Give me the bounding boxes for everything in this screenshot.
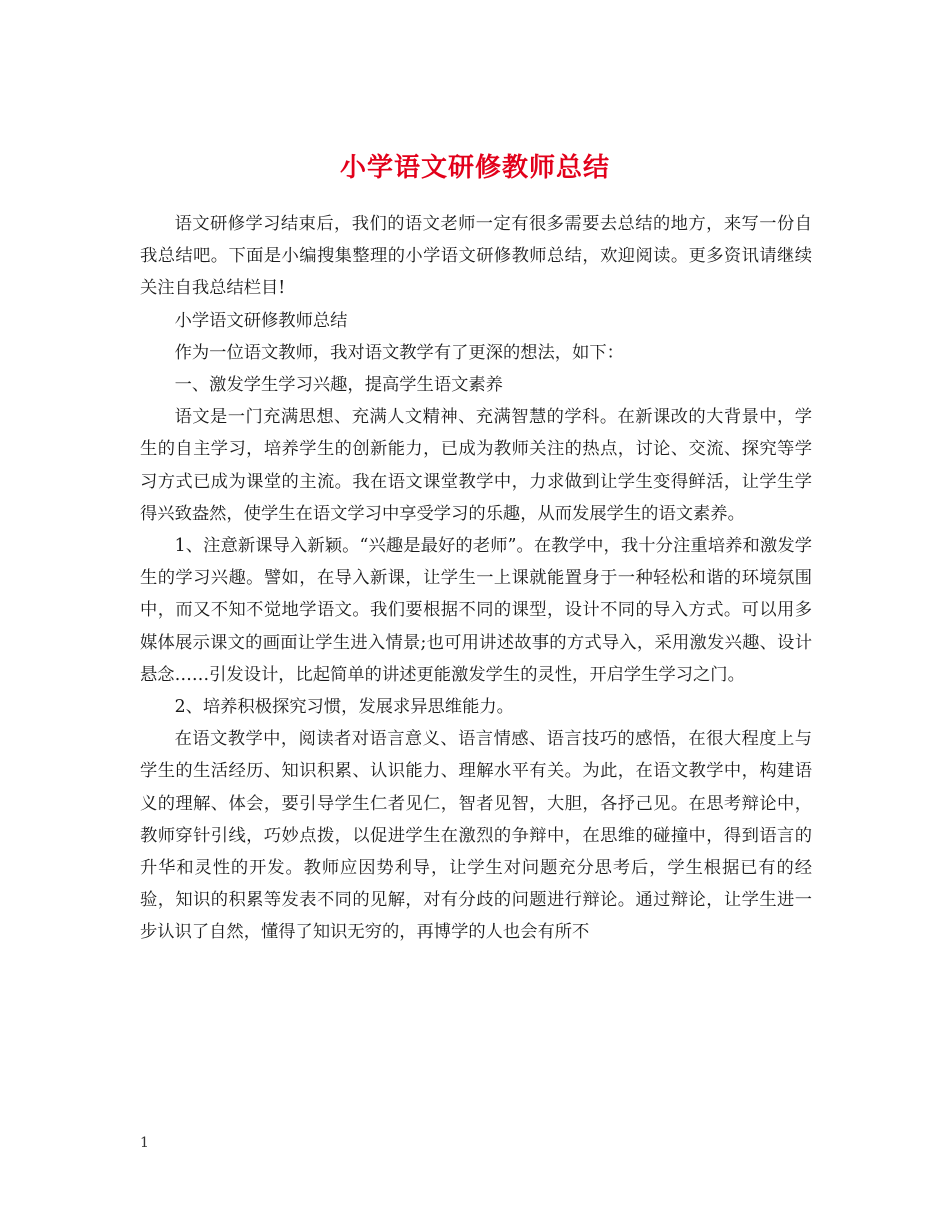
page-number: 1 bbox=[140, 1135, 149, 1151]
paragraph-section-1: 语文是一门充满思想、充满人文精神、充满智慧的学科。在新课改的大背景中，学生的自主学习，培养学生的创新能力，已成为教师关注的热点，讨论、交流、探究等学习方式已成为课堂的主流。我在语文课堂教学中，力求做到让学生变得鲜活，让学生学得兴致盎然，使学生在语文学习中享受学习的乐趣，从而发展学生的语文素养。 bbox=[140, 407, 812, 524]
paragraph-intro: 语文研修学习结束后，我们的语文老师一定有很多需要去总结的地方，来写一份自我总结吧。下面是小编搜集整理的小学语文研修教师总结，欢迎阅读。更多资讯请继续关注自我总结栏目! bbox=[140, 214, 812, 299]
paragraph-lead: 作为一位语文教师，我对语文教学有了更深的想法，如下： bbox=[174, 342, 624, 363]
paragraph-point-2-body: 在语文教学中，阅读者对语言意义、语言情感、语言技巧的感悟，在很大程度上与学生的生活经历、知识积累、认识能力、理解水平有关。为此，在语文教学中，构建语义的理解、体会，要引导学生仁者见仁，智者见智，大胆，各抒己见。在思考辩论中，教师穿针引线，巧妙点拨，以促进学生在激烈的争辩中，在思维的碰撞中，得到语言的升华和灵性的开发。教师应因势利导，让学生对问题充分思考后，学生根据已有的经验，知识的积累等发表不同的见解，对有分歧的问题进行辩论。通过辩论，让学生进一步认识了自然，懂得了知识无穷的，再博学的人也会有所不 bbox=[140, 729, 812, 943]
paragraph-subtitle: 小学语文研修教师总结 bbox=[174, 310, 348, 331]
section-heading-1: 一、激发学生学习兴趣，提高学生语文素养 bbox=[174, 375, 503, 396]
paragraph-point-2-heading: 2、培养积极探究习惯，发展求异思维能力。 bbox=[174, 697, 514, 718]
document-body bbox=[140, 208, 812, 949]
paragraph-point-1: 1、注意新课导入新颖。“兴趣是最好的老师”。在教学中，我十分注重培养和激发学生的学习兴趣。譬如，在导入新课，让学生一上课就能置身于一种轻松和谐的环境氛围中，而又不知不觉地学语文。我们要根据不同的课型，设计不同的导入方式。可以用多媒体展示课文的画面让学生进入情景;也可用讲述故事的方式导入，采用激发兴趣、设计悬念……引发设计，比起简单的讲述更能激发学生的灵性，开启学生学习之门。 bbox=[140, 536, 812, 685]
document-title: 小学语文研修教师总结 bbox=[339, 153, 610, 184]
